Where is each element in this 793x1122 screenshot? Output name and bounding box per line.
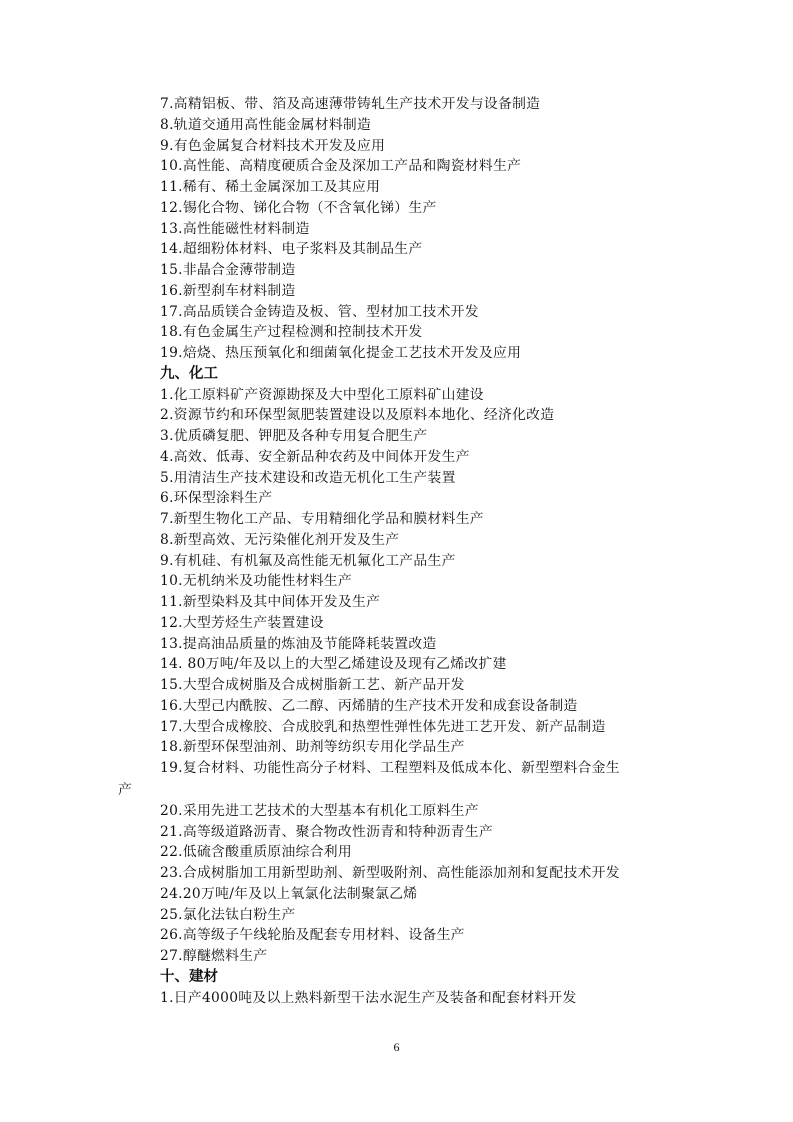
list-item: 18.新型环保型油剂、助剂等纺织专用化学品生产 xyxy=(160,739,465,756)
list-item: 11.新型染料及其中间体开发及生产 xyxy=(160,594,381,610)
list-item: 25.氯化法钛白粉生产 xyxy=(160,906,296,923)
section-heading-building: 十、建材 xyxy=(160,968,218,985)
list-item: 5.用清洁生产技术建设和改造无机化工生产装置 xyxy=(160,469,456,486)
list-item: 22.低硫含酸重质原油综合利用 xyxy=(160,844,353,861)
list-item: 13.提高油品质量的炼油及节能降耗装置改造 xyxy=(160,635,437,652)
list-item: 16.大型己内酰胺、乙二醇、丙烯腈的生产技术开发和成套设备制造 xyxy=(160,697,578,714)
list-item: 6.环保型涂料生产 xyxy=(160,490,273,507)
list-item: 3.优质磷复肥、钾肥及各种专用复合肥生产 xyxy=(160,428,428,444)
list-item: 14.超细粉体材料、电子浆料及其制品生产 xyxy=(160,241,423,258)
list-item: 15.大型合成树脂及合成树脂新工艺、新产品开发 xyxy=(160,677,465,693)
list-item: 17.高品质镁合金铸造及板、管、型材加工技术开发 xyxy=(160,303,479,320)
list-item: 10.无机纳米及功能性材料生产 xyxy=(160,573,353,590)
chemical-items-list xyxy=(118,385,688,759)
list-item: 17.大型合成橡胶、合成胶乳和热塑性弹性体先进工艺开发、新产品制造 xyxy=(160,718,606,735)
list-item: 19.复合材料、功能性高分子材料、工程塑料及低成本化、新型塑料合金生 xyxy=(160,760,620,776)
page-number: 6 xyxy=(393,1040,400,1054)
list-item: 13.高性能磁性材料制造 xyxy=(160,220,310,237)
list-item: 7.新型生物化工产品、专用精细化学品和膜材料生产 xyxy=(160,511,484,527)
list-item: 12.大型芳烃生产装置建设 xyxy=(160,614,324,631)
metal-items-list xyxy=(118,94,688,364)
list-item: 1.化工原料矿产资源勘探及大中型化工原料矿山建设 xyxy=(160,386,484,403)
list-item: 16.新型刹车材料制造 xyxy=(160,282,296,299)
section-heading-chemical: 九、化工 xyxy=(160,365,218,382)
chemical-items-list-continued xyxy=(118,801,688,967)
list-item: 15.非晶合金薄带制造 xyxy=(160,262,296,278)
list-item: 26.高等级子午线轮胎及配套专用材料、设备生产 xyxy=(160,927,465,944)
list-item: 8.轨道交通用高性能金属材料制造 xyxy=(160,116,372,133)
list-item: 12.锡化合物、锑化合物（不含氧化锑）生产 xyxy=(160,199,437,216)
list-item-continuation: 产 xyxy=(118,781,133,798)
list-item: 9.有机硅、有机氟及高性能无机氟化工产品生产 xyxy=(160,552,456,569)
list-item: 20.采用先进工艺技术的大型基本有机化工原料生产 xyxy=(160,802,479,819)
list-item: 7.高精铝板、带、箔及高速薄带铸轧生产技术开发与设备制造 xyxy=(160,96,541,112)
list-item: 14. 80万吨/年及以上的大型乙烯建设及现有乙烯改扩建 xyxy=(160,656,507,673)
list-item: 9.有色金属复合材料技术开发及应用 xyxy=(160,137,386,154)
list-item: 1.日产4000吨及以上熟料新型干法水泥生产及装备和配套材料开发 xyxy=(160,989,577,1006)
list-item: 4.高效、低毒、安全新品种农药及中间体开发生产 xyxy=(160,448,470,465)
list-item: 2.资源节约和环保型氮肥装置建设以及原料本地化、经济化改造 xyxy=(160,407,555,424)
list-item: 18.有色金属生产过程检测和控制技术开发 xyxy=(160,324,423,341)
building-items-list xyxy=(118,988,688,1009)
list-item: 11.稀有、稀土金属深加工及其应用 xyxy=(160,179,381,195)
list-item: 27.醇醚燃料生产 xyxy=(160,948,268,964)
list-item: 24.20万吨/年及以上氧氯化法制聚氯乙烯 xyxy=(160,885,418,902)
list-item: 23.合成树脂加工用新型助剂、新型吸附剂、高性能添加剂和复配技术开发 xyxy=(160,865,620,881)
list-item: 10.高性能、高精度硬质合金及深加工产品和陶瓷材料生产 xyxy=(160,158,522,175)
list-item: 21.高等级道路沥青、聚合物改性沥青和特种沥青生产 xyxy=(160,823,493,840)
document-body xyxy=(118,94,688,1008)
list-item: 8.新型高效、无污染催化剂开发及生产 xyxy=(160,531,400,548)
list-item: 19.焙烧、热压预氧化和细菌氧化提金工艺技术开发及应用 xyxy=(160,345,522,361)
